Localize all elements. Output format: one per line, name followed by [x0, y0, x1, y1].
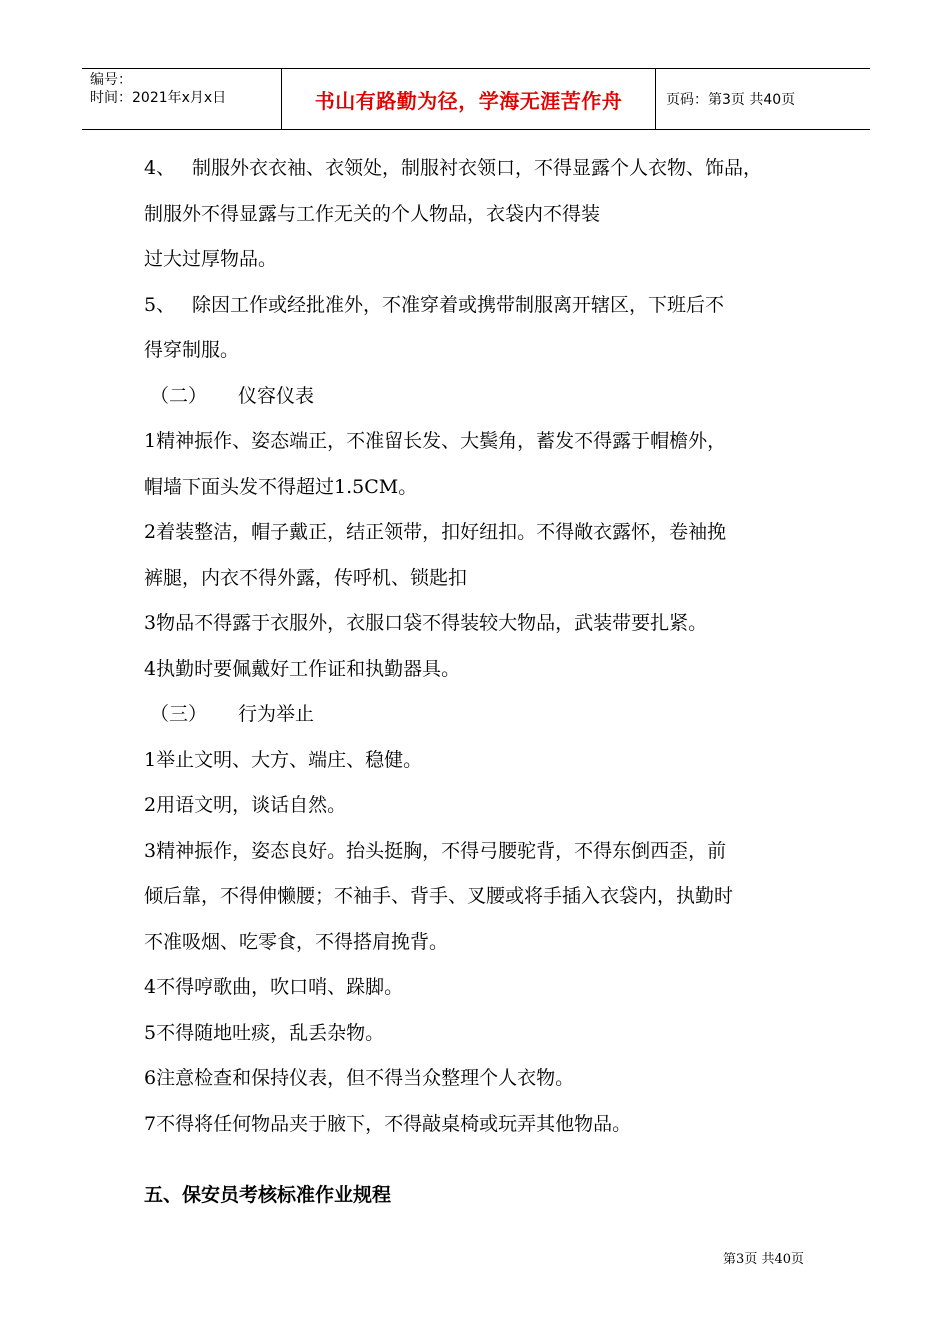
- text-line: 1举止文明、大方、端庄、稳健。: [144, 748, 423, 771]
- text-line: 制服外衣衣袖、衣领处，制服衬衣领口，不得显露个人衣物、饰品，: [192, 157, 763, 179]
- text-line: 帽墙下面头发不得超过1.5CM。: [144, 475, 418, 498]
- subsection-title: 行为举止: [238, 703, 315, 725]
- text-line: 1精神振作、姿态端正，不准留长发、大鬓角，蓄发不得露于帽檐外，: [144, 430, 727, 452]
- document-body: [144, 146, 824, 1147]
- section-heading: 五、保安员考核标准作业规程: [144, 1184, 392, 1206]
- header-number-label: 编号：: [90, 72, 132, 88]
- page-header: [82, 68, 870, 130]
- text-line: 4不得哼歌曲，吹口哨、跺脚。: [144, 976, 404, 998]
- header-motto-cell: [282, 69, 656, 129]
- header-page-info: 页码：第3页 共40页: [666, 92, 796, 108]
- text-line: 不准吸烟、吃零食，不得搭肩挽背。: [144, 930, 449, 953]
- text-line: 7不得将任何物品夹于腋下，不得敲桌椅或玩弄其他物品。: [144, 1112, 632, 1135]
- paragraph-5: [144, 283, 824, 329]
- paragraph-4: [144, 146, 824, 192]
- text-line: 2用语文明，谈话自然。: [144, 794, 347, 816]
- page-footer: 第3页 共40页: [723, 1252, 804, 1267]
- subsection-3-heading: [144, 692, 824, 738]
- text-line: 倾后靠，不得伸懒腰；不袖手、背手、叉腰或将手插入衣袋内，执勤时: [144, 885, 734, 907]
- text-line: 3物品不得露于衣服外，衣服口袋不得装较大物品，武装带要扎紧。: [144, 612, 708, 634]
- text-line: 6注意检查和保持仪表，但不得当众整理个人衣物。: [144, 1067, 575, 1089]
- text-line: 裤腿，内衣不得外露，传呼机、锁匙扣: [144, 566, 468, 589]
- text-line: 5不得随地吐痰，乱丢杂物。: [144, 1021, 385, 1044]
- text-line: 3精神振作，姿态良好。抬头挺胸，不得弓腰驼背，不得东倒西歪，前: [144, 839, 727, 862]
- subsection-label: （二）: [150, 384, 208, 407]
- header-motto: 书山有路勤为径，学海无涯苦作舟: [314, 88, 623, 113]
- subsection-2-heading: [144, 374, 824, 420]
- text-line: 得穿制服。: [144, 339, 240, 361]
- text-line: 2着装整洁，帽子戴正，结正领带，扣好纽扣。不得敞衣露怀，卷袖挽: [144, 521, 727, 543]
- item-number: 5、: [144, 293, 176, 316]
- header-date: 时间：2021年x月x日: [90, 90, 227, 106]
- header-meta: [82, 69, 282, 129]
- text-line: 4执勤时要佩戴好工作证和执勤器具。: [144, 657, 461, 680]
- text-line: 制服外不得显露与工作无关的个人物品，衣袋内不得装: [144, 202, 601, 225]
- subsection-title: 仪容仪表: [238, 384, 315, 407]
- subsection-label: （三）: [150, 703, 208, 725]
- text-line: 除因工作或经批准外，不准穿着或携带制服离开辖区，下班后不: [192, 293, 725, 316]
- item-number: 4、: [144, 157, 176, 179]
- header-page-cell: [656, 69, 870, 129]
- text-line: 过大过厚物品。: [144, 248, 278, 270]
